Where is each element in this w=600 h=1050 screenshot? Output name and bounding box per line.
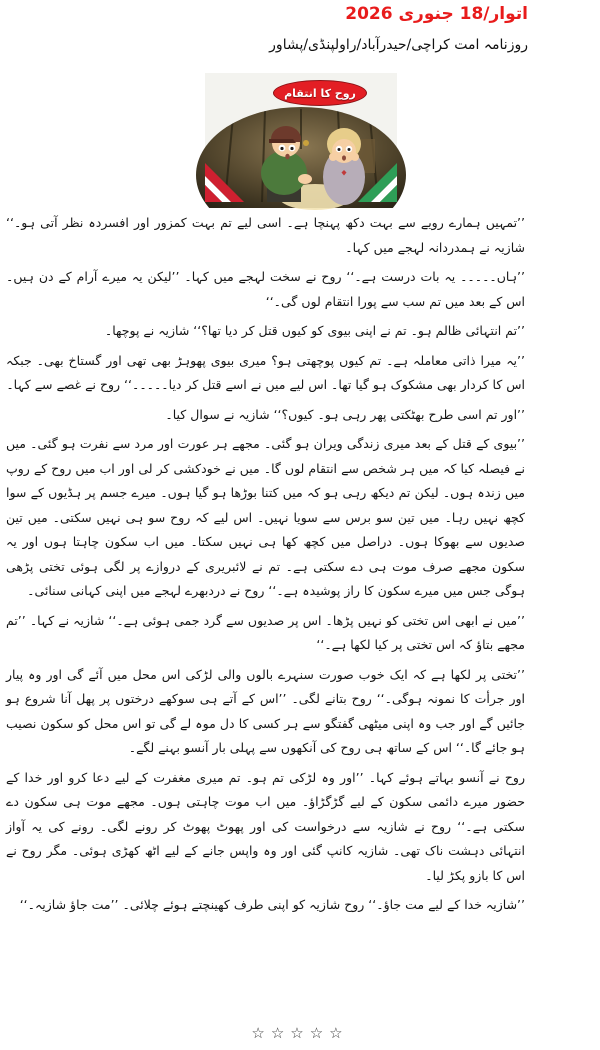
story-paragraph: روح نے آنسو بہاتے ہوئے کہا۔ ’’اور وہ لڑکی تم ہو۔ تم میری مغفرت کے لیے دعا کرو اور خدا کے حضور میرے دائمی سکون کے لیے گڑگڑاؤ۔ میں اب موت چاہتی ہوں۔ مجھے موت ہی سکون دے سکتی ہے۔‘‘ روح نے شازیہ سے درخواست کی اور پھوٹ پھوٹ کر رونے لگی۔ رونے کی یہ آواز انتہائی دہشت ناک تھی۔ شازیہ کانپ گئی اور وہ واپس جانے کے لیے اٹھ کھڑی ہوئی۔ مگر روح نے اس کا بازو پکڑ لیا۔: [6, 769, 525, 883]
story-paragraph: ’’تختی پر لکھا ہے کہ ایک خوب صورت سنہرے بالوں والی لڑکی اس محل میں آئے گی اور وہ پیار اور جرأت کا نمونہ ہوگی۔‘‘ روح بتانے لگی۔ ’’اس کے آتے ہی سوکھے درختوں پر پھل آنا شروع ہو جائیں گے اور جب وہ اپنی میٹھی گفتگو سے ہر کسی کا دل موہ لے گی تو اس محل کو سکون نصیب ہو جائے گا۔‘‘ اس کے ساتھ ہی روح کی آنکھوں سے پہلی بار آنسو بہنے لگے۔: [6, 666, 525, 755]
masthead-edition-line: روزنامہ امت کراچی/حیدرآباد/راولپنڈی/پشاور: [269, 37, 528, 53]
story-paragraph: ’’تمہیں ہمارے رویے سے بہت دکھ پہنچا ہے۔ اسی لیے تم بہت کمزور اور افسردہ نظر آتی ہو۔‘‘ شازیہ نے ہمدردانہ لہجے میں کہا۔: [6, 215, 525, 255]
story-paragraph: ’’یہ میرا ذاتی معاملہ ہے۔ تم کیوں پوچھتی ہو؟ میری بیوی پھوہڑ بھی تھی اور گستاخ بھی۔ جبکہ اس کا کردار بھی مشکوک ہو گیا تھا۔ اس لیے میں نے اسے قتل کر دیا۔۔۔۔۔‘‘ روح نے غصے سے کہا۔: [6, 352, 525, 392]
story-paragraph: ’’بیوی کے قتل کے بعد میری زندگی ویران ہو گئی۔ مجھے ہر عورت اور مرد سے نفرت ہو گئی۔ میں نے فیصلہ کیا کہ میں ہر شخص سے انتقام لوں گا۔ میں نے خودکشی کر لی اور اب میں روح کے روپ میں زندہ ہوں۔ لیکن تم دیکھ رہی ہو کہ میں کتنا بوڑھا ہو گیا ہوں۔ میرے جسم پر ہڈیوں کے سوا کچھ نہیں رہا۔ میں تین سو برس سے سویا نہیں۔ اس لیے کہ روح سو ہی نہیں سکتی۔ میں تین صدیوں سے بھوکا ہوں۔ دراصل میں کچھ کھا ہی نہیں سکتا۔ میں اب سکون چاہتا ہوں اور یہ سکون مجھے صرف موت ہی دے سکتی ہے۔ تم نے لائبریری کے دروازے پر لگی ہوئی تختی پڑھی ہوگی جس میں میرے سکون کا راز پوشیدہ ہے۔‘‘ روح نے دردبھرے لہجے میں اپنی کہانی سنائی۔: [6, 436, 525, 598]
girl-figure: [323, 128, 365, 205]
story-paragraph: ’’میں نے ابھی اس تختی کو نہیں پڑھا۔ اس پر صدیوں سے گرد جمی ہوئی ہے۔‘‘ شازیہ نے کہا۔ ’’تم مجھے بتاؤ کہ اس تختی پر کیا لکھا ہے۔‘‘: [6, 612, 525, 652]
story-paragraph: ’’ہاں۔۔۔۔۔ یہ بات درست ہے۔‘‘ روح نے سخت لہجے میں کہا۔ ’’لیکن یہ میرے آرام کے دن ہیں۔ اس کے بعد میں تم سب سے پورا انتقام لوں گی۔‘‘: [6, 269, 525, 309]
rating-stars[interactable]: ☆☆☆☆☆: [251, 1024, 349, 1042]
story-paragraph: ’’اور تم اسی طرح بھٹکتی پھر رہی ہو۔ کیوں؟‘‘ شازیہ نے سوال کیا۔: [165, 406, 525, 422]
masthead-date: اتوار/18 جنوری 2026: [345, 4, 528, 24]
illustration-title-banner: روح کا انتقام: [273, 80, 367, 106]
story-body: [6, 211, 525, 912]
story-paragraph: ’’شازیہ خدا کے لیے مت جاؤ۔‘‘ روح شازیہ کو اپنی طرف کھینچتے ہوئے چلائی۔ ’’مت جاؤ شازیہ۔‘‘: [19, 897, 525, 912]
story-paragraph: ’’تم انتہائی ظالم ہو۔ تم نے اپنی بیوی کو کیوں قتل کر دیا تھا؟‘‘ شازیہ نے پوچھا۔: [104, 323, 525, 338]
story-illustration: [205, 73, 397, 202]
